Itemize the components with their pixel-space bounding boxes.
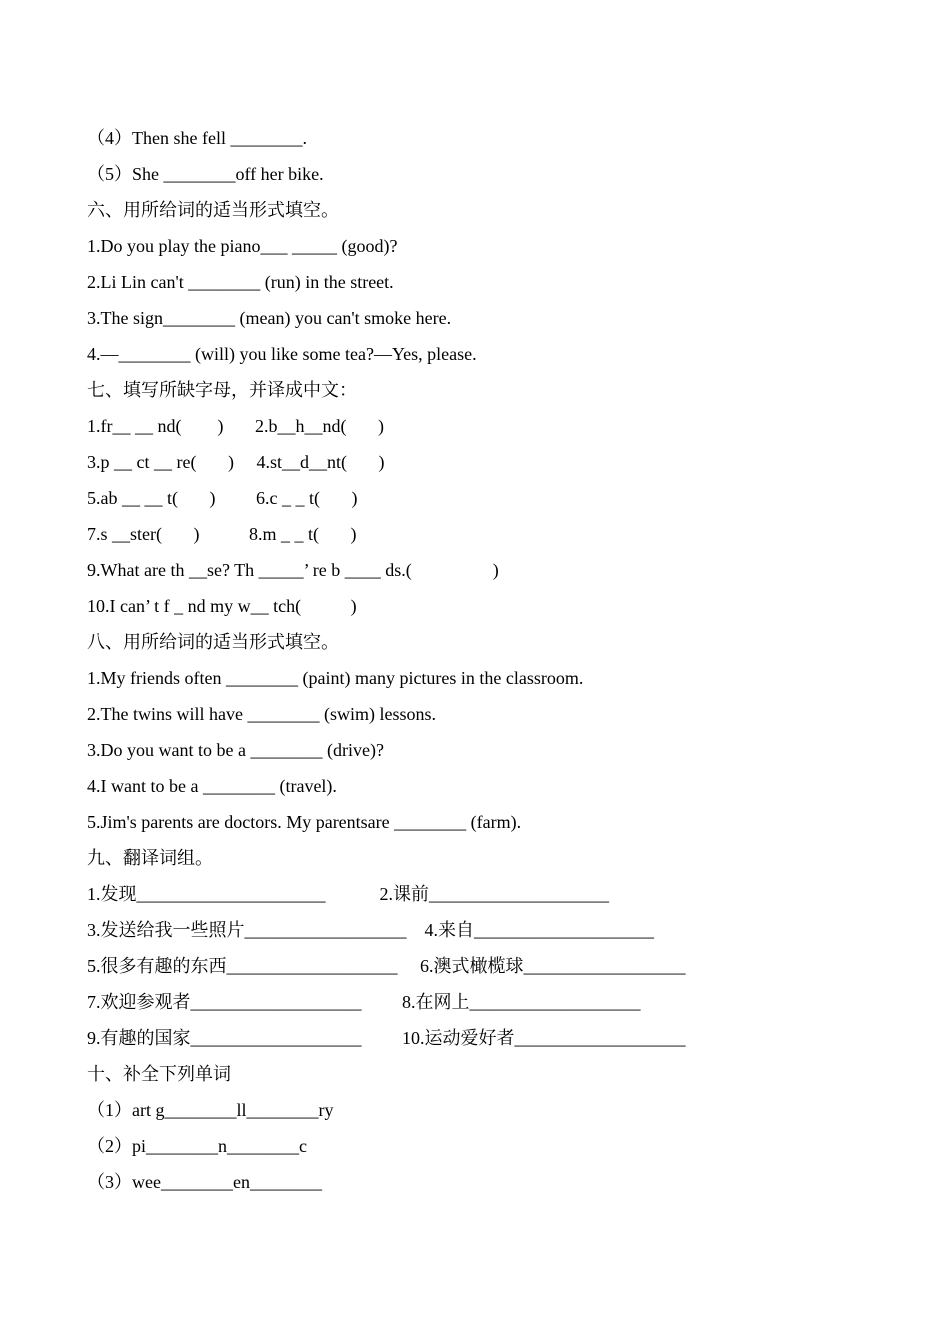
question-line: 4.I want to be a ________ (travel). bbox=[87, 776, 337, 796]
question-line: 3.The sign________ (mean) you can't smoke here. bbox=[87, 308, 452, 328]
question-line: （5）She ________off her bike. bbox=[87, 164, 324, 184]
question-line: 5.ab __ __ t( ) 6.c _ _ t( ) bbox=[87, 488, 358, 508]
worksheet-content bbox=[87, 120, 887, 1200]
question-line: （2）pi________n________c bbox=[87, 1136, 307, 1156]
question-line: 9.What are th __se? Th _____’ re b ____ ds.( ) bbox=[87, 560, 499, 580]
question-line: 7.欢迎参观者___________________ 8.在网上___________________ bbox=[87, 992, 641, 1012]
section-heading: 八、用所给词的适当形式填空。 bbox=[87, 632, 339, 652]
question-line: 1.Do you play the piano___ _____ (good)? bbox=[87, 236, 398, 256]
question-line: （4）Then she fell ________. bbox=[87, 128, 307, 148]
question-line: 3.Do you want to be a ________ (drive)? bbox=[87, 740, 384, 760]
question-line: 9.有趣的国家___________________ 10.运动爱好者___________________ bbox=[87, 1028, 686, 1048]
section-heading: 七、填写所缺字母，并译成中文： bbox=[87, 380, 357, 400]
question-line: 3.发送给我一些照片__________________ 4.来自____________________ bbox=[87, 920, 654, 940]
section-heading: 九、翻译词组。 bbox=[87, 848, 213, 868]
question-line: 4.—________ (will) you like some tea?—Yes, please. bbox=[87, 344, 477, 364]
question-line: 2.The twins will have ________ (swim) lessons. bbox=[87, 704, 436, 724]
question-line: （1）art g________ll________ry bbox=[87, 1100, 334, 1120]
question-line: 3.p __ ct __ re( ) 4.st__d__nt( ) bbox=[87, 452, 385, 472]
section-heading: 六、用所给词的适当形式填空。 bbox=[87, 200, 339, 220]
question-line: （3）wee________en________ bbox=[87, 1172, 322, 1192]
question-line: 5.Jim's parents are doctors. My parentsare ________ (farm). bbox=[87, 812, 522, 832]
question-line: 2.Li Lin can't ________ (run) in the street. bbox=[87, 272, 394, 292]
question-line: 7.s __ster( ) 8.m _ _ t( ) bbox=[87, 524, 357, 544]
question-line: 5.很多有趣的东西___________________ 6.澳式橄榄球__________________ bbox=[87, 956, 686, 976]
question-line: 1.fr__ __ nd( ) 2.b__h__nd( ) bbox=[87, 416, 384, 436]
question-line: 10.I can’ t f _ nd my w__ tch( ) bbox=[87, 596, 357, 616]
section-heading: 十、补全下列单词 bbox=[87, 1064, 231, 1084]
question-line: 1.My friends often ________ (paint) many pictures in the classroom. bbox=[87, 668, 584, 688]
question-line: 1.发现_____________________ 2.课前____________________ bbox=[87, 884, 609, 904]
